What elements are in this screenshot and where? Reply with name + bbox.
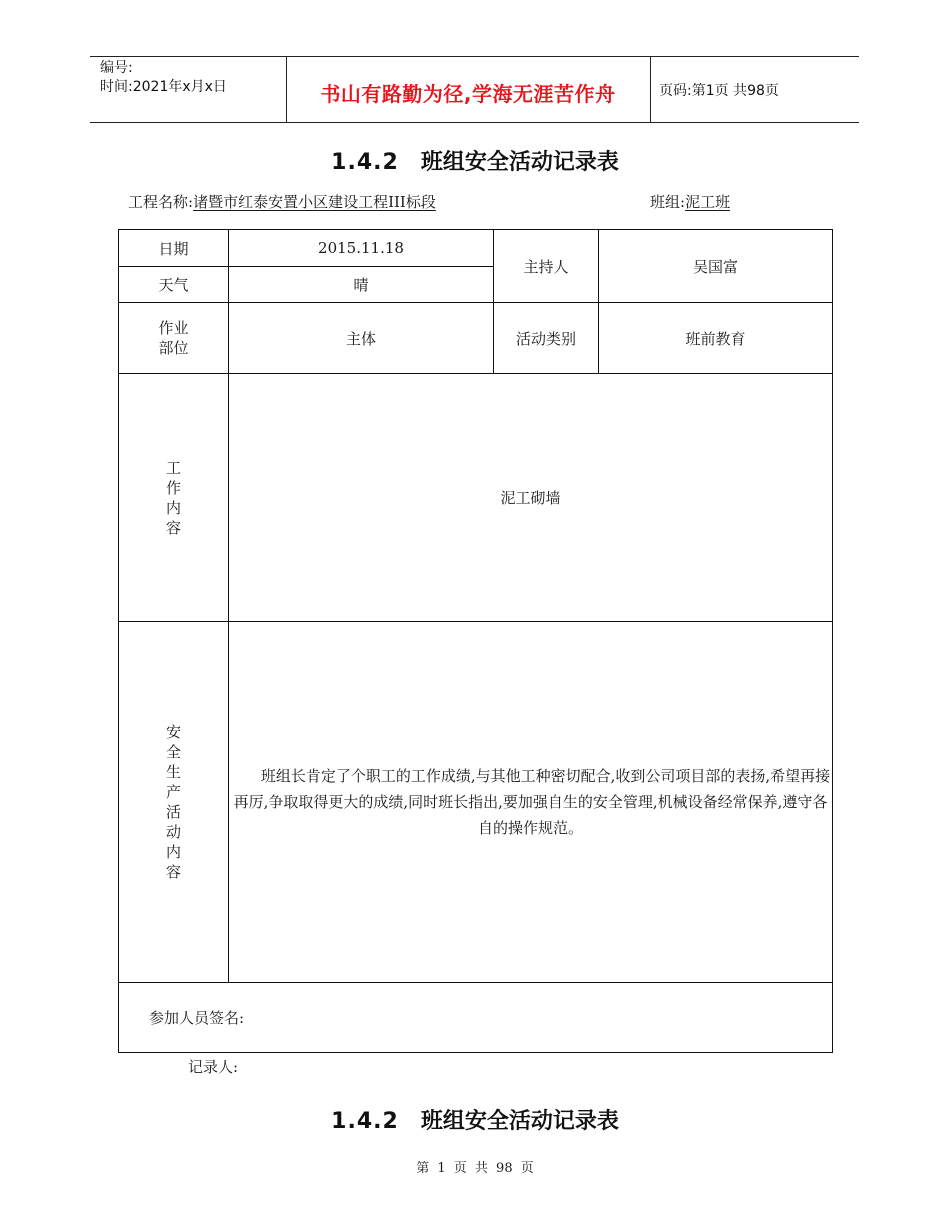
recorder-label: 记录人: [188, 1058, 239, 1076]
page-title [0, 145, 950, 176]
header-meta [100, 59, 227, 97]
location-label: 作业部位 [158, 319, 189, 357]
work-label-cell [119, 374, 229, 622]
project-label: 工程名称: [128, 193, 194, 211]
location-value: 主体 [229, 303, 494, 374]
safety-label-cell [119, 622, 229, 983]
page-footer: 第 1 页 共 98 页 [416, 1161, 534, 1176]
date-value: 2015.11.18 [229, 230, 494, 267]
team-label: 班组: [650, 193, 686, 211]
work-content: 泥工砌墙 [229, 374, 833, 622]
category-value: 班前教育 [599, 303, 833, 374]
header-bottom-rule [90, 122, 859, 123]
work-label: 工作内容 [165, 458, 181, 537]
date-label: 日期 [119, 230, 229, 267]
table-row [119, 622, 833, 983]
title-text: 班组安全活动记录表 [420, 1109, 619, 1134]
table-row [119, 374, 833, 622]
table-row [119, 983, 833, 1053]
weather-value: 晴 [229, 267, 494, 303]
second-page-title [0, 1104, 950, 1135]
location-label-cell [119, 303, 229, 374]
host-value: 吴国富 [599, 230, 833, 303]
weather-label: 天气 [119, 267, 229, 303]
title-number: 1.4.2 [331, 1109, 399, 1134]
title-text: 班组安全活动记录表 [420, 150, 619, 175]
activity-record-table [118, 229, 833, 1053]
project-line [128, 191, 436, 212]
header-top-rule [90, 56, 859, 57]
time-label: 时间:2021年x月x日 [100, 79, 227, 95]
host-label: 主持人 [494, 230, 599, 303]
serial-label: 编号: [100, 60, 133, 76]
header-divider [650, 57, 651, 122]
header-motto: 书山有路勤为径,学海无涯苦作舟 [320, 82, 616, 106]
team-name: 泥工班 [685, 193, 731, 211]
safety-content: 班组长肯定了个职工的工作成绩,与其他工种密切配合,收到公司项目部的表扬,希望再接再厉,争取取得更大的成绩,同时班长指出,要加强自生的安全管理,机械设备经常保养,遵守各自的操作规范。 [229, 622, 833, 983]
project-name: 诸暨市红泰安置小区建设工程III标段 [193, 193, 436, 211]
title-number: 1.4.2 [331, 150, 399, 175]
table-row [119, 230, 833, 267]
team-line [650, 191, 730, 212]
table-row [119, 303, 833, 374]
signature-field: 参加人员签名: [119, 983, 833, 1053]
category-label: 活动类别 [494, 303, 599, 374]
safety-label: 安全生产活动内容 [165, 723, 181, 881]
header-page-label: 页码:第1页 共98页 [659, 83, 779, 99]
